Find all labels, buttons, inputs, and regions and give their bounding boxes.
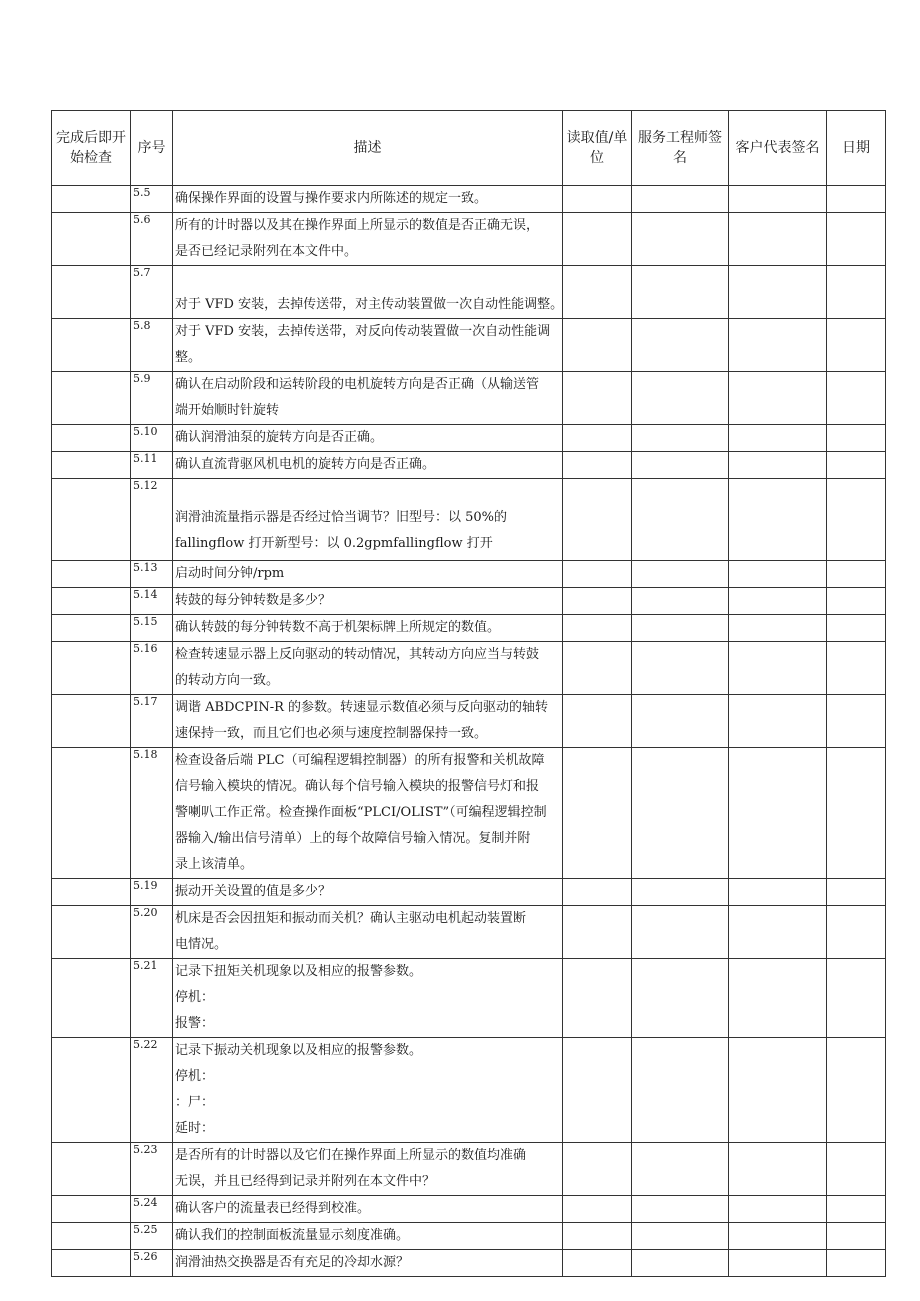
description-line: 转鼓的每分钟转数是多少？: [175, 593, 332, 608]
description-line: 速保持一致，而且它们也必须与速度控制器保持一致。: [175, 726, 488, 741]
row-description: [173, 1038, 563, 1143]
engineer-sign-cell[interactable]: [632, 1143, 729, 1196]
check-cell[interactable]: [52, 479, 131, 561]
engineer-sign-cell[interactable]: [632, 186, 729, 213]
customer-sign-cell[interactable]: [729, 642, 827, 695]
description-line: ：尸：: [175, 1095, 215, 1110]
date-cell[interactable]: [827, 588, 886, 615]
reading-cell[interactable]: [563, 1196, 632, 1223]
check-cell[interactable]: [52, 879, 131, 906]
engineer-sign-cell[interactable]: [632, 319, 729, 372]
description-line: 润滑油热交换器是否有充足的冷却水源？: [175, 1255, 410, 1270]
description-line: 启动时间分钟/rpm: [175, 566, 285, 581]
date-cell[interactable]: [827, 1250, 886, 1277]
table-row: [52, 186, 886, 213]
date-cell[interactable]: [827, 425, 886, 452]
description-line: [175, 266, 560, 292]
table-row: [52, 319, 886, 372]
engineer-sign-cell[interactable]: [632, 588, 729, 615]
check-cell[interactable]: [52, 372, 131, 425]
customer-sign-cell[interactable]: [729, 561, 827, 588]
description-line: 停机：: [175, 1069, 215, 1084]
description-line: 确认转鼓的每分钟转数不高于机架标牌上所规定的数值。: [175, 620, 501, 635]
reading-cell[interactable]: [563, 319, 632, 372]
date-cell[interactable]: [827, 372, 886, 425]
header-reading: 读取值/单位: [563, 111, 632, 186]
header-row: [52, 111, 886, 186]
reading-cell[interactable]: [563, 588, 632, 615]
row-number: 5.24: [131, 1196, 173, 1223]
reading-cell[interactable]: [563, 879, 632, 906]
customer-sign-cell[interactable]: [729, 479, 827, 561]
customer-sign-cell[interactable]: [729, 425, 827, 452]
check-cell[interactable]: [52, 906, 131, 959]
row-number: 5.23: [131, 1143, 173, 1196]
table-row: [52, 213, 886, 266]
row-number: 5.18: [131, 748, 173, 879]
row-description: [173, 642, 563, 695]
row-number: 5.21: [131, 959, 173, 1038]
reading-cell[interactable]: [563, 479, 632, 561]
description-line: 润滑油流量指示器是否经过恰当调节？旧型号：以 50%的: [175, 510, 508, 525]
check-cell[interactable]: [52, 425, 131, 452]
row-description: [173, 266, 563, 319]
description-line: 是否已经记录附列在本文件中。: [175, 244, 358, 259]
table-row: [52, 748, 886, 879]
check-cell[interactable]: [52, 266, 131, 319]
customer-sign-cell[interactable]: [729, 1143, 827, 1196]
reading-cell[interactable]: [563, 906, 632, 959]
customer-sign-cell[interactable]: [729, 213, 827, 266]
row-description: [173, 452, 563, 479]
table-row: [52, 642, 886, 695]
check-cell[interactable]: [52, 561, 131, 588]
check-cell[interactable]: [52, 642, 131, 695]
engineer-sign-cell[interactable]: [632, 642, 729, 695]
description-line: 振动开关设置的值是多少？: [175, 884, 332, 899]
description-line: 延时：: [175, 1121, 215, 1136]
description-line: 对于 VFD 安装，去掉传送带，对反向传动装置做一次自动性能调: [175, 324, 551, 339]
row-description: [173, 1223, 563, 1250]
date-cell[interactable]: [827, 695, 886, 748]
header-check: 完成后即开始检查: [52, 111, 131, 186]
table-row: [52, 372, 886, 425]
description-line: 的转动方向一致。: [175, 673, 280, 688]
customer-sign-cell[interactable]: [729, 1038, 827, 1143]
date-cell[interactable]: [827, 1038, 886, 1143]
row-description: [173, 879, 563, 906]
reading-cell[interactable]: [563, 186, 632, 213]
customer-sign-cell[interactable]: [729, 1223, 827, 1250]
engineer-sign-cell[interactable]: [632, 452, 729, 479]
row-number: 5.12: [131, 479, 173, 561]
row-description: [173, 906, 563, 959]
description-line: [175, 479, 560, 505]
description-line: 检查设备后端 PLC（可编程逻辑控制器）的所有报警和关机故障: [175, 753, 545, 768]
description-line: 确认直流背驱风机电机的旋转方向是否正确。: [175, 457, 436, 472]
description-line: 确认在启动阶段和运转阶段的电机旋转方向是否正确（从输送管: [175, 377, 540, 392]
date-cell[interactable]: [827, 615, 886, 642]
description-line: 整。: [175, 350, 202, 365]
row-description: [173, 319, 563, 372]
check-cell[interactable]: [52, 319, 131, 372]
customer-sign-cell[interactable]: [729, 959, 827, 1038]
customer-sign-cell[interactable]: [729, 1196, 827, 1223]
row-description: [173, 372, 563, 425]
description-line: 确认润滑油泵的旋转方向是否正确。: [175, 430, 384, 445]
check-cell[interactable]: [52, 588, 131, 615]
engineer-sign-cell[interactable]: [632, 266, 729, 319]
table-row: [52, 1143, 886, 1196]
row-number: 5.5: [131, 186, 173, 213]
date-cell[interactable]: [827, 879, 886, 906]
description-line: 录上该清单。: [175, 857, 254, 872]
reading-cell[interactable]: [563, 372, 632, 425]
customer-sign-cell[interactable]: [729, 372, 827, 425]
description-line: 警喇叭工作正常。检查操作面板“PLCI/OLIST”（可编程逻辑控制: [175, 805, 547, 820]
row-description: [173, 561, 563, 588]
row-number: 5.16: [131, 642, 173, 695]
reading-cell[interactable]: [563, 266, 632, 319]
table-row: [52, 452, 886, 479]
reading-cell[interactable]: [563, 748, 632, 879]
customer-sign-cell[interactable]: [729, 615, 827, 642]
header-date: 日期: [827, 111, 886, 186]
row-description: [173, 1143, 563, 1196]
table-row: [52, 1196, 886, 1223]
row-description: [173, 425, 563, 452]
check-cell[interactable]: [52, 1250, 131, 1277]
check-cell[interactable]: [52, 1038, 131, 1143]
reading-cell[interactable]: [563, 642, 632, 695]
reading-cell[interactable]: [563, 213, 632, 266]
engineer-sign-cell[interactable]: [632, 372, 729, 425]
description-line: 信号输入模块的情况。确认每个信号输入模块的报警信号灯和报: [175, 779, 540, 794]
date-cell[interactable]: [827, 319, 886, 372]
date-cell[interactable]: [827, 1143, 886, 1196]
row-number: 5.9: [131, 372, 173, 425]
check-cell[interactable]: [52, 695, 131, 748]
row-description: [173, 695, 563, 748]
row-number: 5.7: [131, 266, 173, 319]
row-number: 5.14: [131, 588, 173, 615]
row-description: [173, 588, 563, 615]
row-number: 5.17: [131, 695, 173, 748]
description-line: fallingflow 打开新型号：以 0.2gpmfallingflow 打开: [175, 536, 493, 551]
row-number: 5.10: [131, 425, 173, 452]
check-cell[interactable]: [52, 452, 131, 479]
description-line: 端开始顺时针旋转: [175, 403, 280, 418]
check-cell[interactable]: [52, 186, 131, 213]
check-cell[interactable]: [52, 1196, 131, 1223]
header-customer: 客户代表签名: [729, 111, 827, 186]
row-number: 5.11: [131, 452, 173, 479]
date-cell[interactable]: [827, 642, 886, 695]
row-number: 5.25: [131, 1223, 173, 1250]
description-line: 机床是否会因扭矩和振动而关机？确认主驱动电机起动装置断: [175, 911, 527, 926]
date-cell[interactable]: [827, 186, 886, 213]
engineer-sign-cell[interactable]: [632, 1250, 729, 1277]
engineer-sign-cell[interactable]: [632, 1223, 729, 1250]
customer-sign-cell[interactable]: [729, 266, 827, 319]
date-cell[interactable]: [827, 561, 886, 588]
description-line: 检查转速显示器上反向驱动的转动情况，其转动方向应当与转鼓: [175, 647, 540, 662]
engineer-sign-cell[interactable]: [632, 615, 729, 642]
check-cell[interactable]: [52, 748, 131, 879]
table-row: [52, 561, 886, 588]
date-cell[interactable]: [827, 906, 886, 959]
row-number: 5.6: [131, 213, 173, 266]
date-cell[interactable]: [827, 266, 886, 319]
table-row: [52, 1250, 886, 1277]
description-line: 无误，并且已经得到记录并附列在本文件中？: [175, 1174, 436, 1189]
description-line: 记录下振动关机现象以及相应的报警参数。: [175, 1043, 423, 1058]
row-description: [173, 479, 563, 561]
table-row: [52, 1038, 886, 1143]
description-line: 记录下扭矩关机现象以及相应的报警参数。: [175, 964, 423, 979]
reading-cell[interactable]: [563, 1038, 632, 1143]
row-number: 5.22: [131, 1038, 173, 1143]
row-description: [173, 1196, 563, 1223]
reading-cell[interactable]: [563, 615, 632, 642]
table-row: [52, 1223, 886, 1250]
row-number: 5.26: [131, 1250, 173, 1277]
date-cell[interactable]: [827, 213, 886, 266]
reading-cell[interactable]: [563, 1250, 632, 1277]
customer-sign-cell[interactable]: [729, 906, 827, 959]
description-line: 确保操作界面的设置与操作要求内所陈述的规定一致。: [175, 191, 488, 206]
customer-sign-cell[interactable]: [729, 748, 827, 879]
row-number: 5.13: [131, 561, 173, 588]
table-row: [52, 959, 886, 1038]
reading-cell[interactable]: [563, 561, 632, 588]
date-cell[interactable]: [827, 748, 886, 879]
reading-cell[interactable]: [563, 695, 632, 748]
reading-cell[interactable]: [563, 1143, 632, 1196]
engineer-sign-cell[interactable]: [632, 959, 729, 1038]
row-description: [173, 213, 563, 266]
date-cell[interactable]: [827, 1196, 886, 1223]
engineer-sign-cell[interactable]: [632, 748, 729, 879]
reading-cell[interactable]: [563, 959, 632, 1038]
date-cell[interactable]: [827, 1223, 886, 1250]
reading-cell[interactable]: [563, 1223, 632, 1250]
row-number: 5.20: [131, 906, 173, 959]
table-row: [52, 425, 886, 452]
table-row: [52, 615, 886, 642]
description-line: 对于 VFD 安装，去掉传送带，对主传动装置做一次自动性能调整。: [175, 297, 564, 312]
engineer-sign-cell[interactable]: [632, 425, 729, 452]
checklist-table: [51, 110, 886, 1277]
customer-sign-cell[interactable]: [729, 1250, 827, 1277]
description-line: 确认我们的控制面板流量显示刻度准确。: [175, 1228, 410, 1243]
check-cell[interactable]: [52, 1143, 131, 1196]
table-row: [52, 588, 886, 615]
check-cell[interactable]: [52, 1223, 131, 1250]
row-number: 5.8: [131, 319, 173, 372]
table-row: [52, 879, 886, 906]
table-row: [52, 266, 886, 319]
header-desc: 描述: [173, 111, 563, 186]
reading-cell[interactable]: [563, 452, 632, 479]
description-line: 报警：: [175, 1016, 215, 1031]
customer-sign-cell[interactable]: [729, 695, 827, 748]
reading-cell[interactable]: [563, 425, 632, 452]
row-number: 5.15: [131, 615, 173, 642]
engineer-sign-cell[interactable]: [632, 879, 729, 906]
header-engineer: 服务工程师签名: [632, 111, 729, 186]
engineer-sign-cell[interactable]: [632, 213, 729, 266]
engineer-sign-cell[interactable]: [632, 479, 729, 561]
header-no: 序号: [131, 111, 173, 186]
customer-sign-cell[interactable]: [729, 319, 827, 372]
description-line: 停机：: [175, 990, 215, 1005]
engineer-sign-cell[interactable]: [632, 695, 729, 748]
row-description: [173, 959, 563, 1038]
date-cell[interactable]: [827, 479, 886, 561]
description-line: 器输入/输出信号清单）上的每个故障信号输入情况。复制并附: [175, 831, 531, 846]
customer-sign-cell[interactable]: [729, 588, 827, 615]
description-line: 确认客户的流量表已经得到校准。: [175, 1201, 371, 1216]
date-cell[interactable]: [827, 452, 886, 479]
check-cell[interactable]: [52, 213, 131, 266]
row-description: [173, 748, 563, 879]
date-cell[interactable]: [827, 959, 886, 1038]
row-description: [173, 1250, 563, 1277]
customer-sign-cell[interactable]: [729, 452, 827, 479]
description-line: 电情况。: [175, 937, 228, 952]
customer-sign-cell[interactable]: [729, 879, 827, 906]
engineer-sign-cell[interactable]: [632, 1038, 729, 1143]
description-line: 是否所有的计时器以及它们在操作界面上所显示的数值均准确: [175, 1148, 527, 1163]
engineer-sign-cell[interactable]: [632, 906, 729, 959]
customer-sign-cell[interactable]: [729, 186, 827, 213]
table-row: [52, 479, 886, 561]
engineer-sign-cell[interactable]: [632, 1196, 729, 1223]
check-cell[interactable]: [52, 615, 131, 642]
check-cell[interactable]: [52, 959, 131, 1038]
table-row: [52, 906, 886, 959]
row-description: [173, 615, 563, 642]
description-line: 调谐 ABDCPIN-R 的参数。转速显示数值必须与反向驱动的轴转: [175, 700, 549, 715]
engineer-sign-cell[interactable]: [632, 561, 729, 588]
table-row: [52, 695, 886, 748]
description-line: 所有的计时器以及其在操作界面上所显示的数值是否正确无误，: [175, 218, 540, 233]
row-number: 5.19: [131, 879, 173, 906]
row-description: [173, 186, 563, 213]
